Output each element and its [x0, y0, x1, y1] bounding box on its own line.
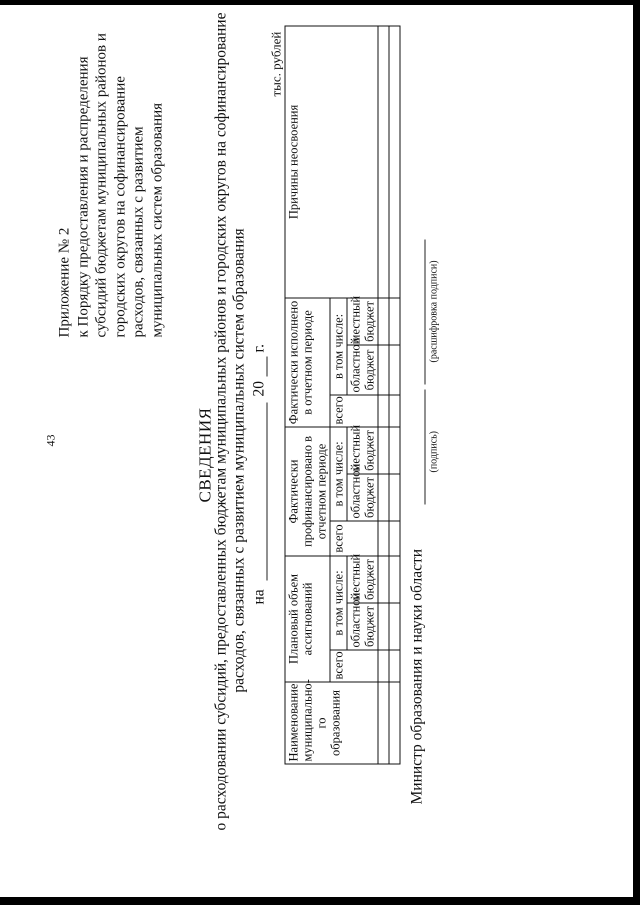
appendix-line: Приложение № 2 [56, 227, 73, 338]
date-suffix: г. [250, 344, 268, 353]
date-line [251, 245, 271, 605]
header-regional-budget: областной бюджет [347, 603, 378, 650]
signature-caption: (подпись) [428, 430, 440, 473]
header-total: всего [330, 521, 378, 556]
rotated-document [1, 0, 640, 905]
header-local-budget: местный бюджет [347, 298, 378, 345]
header-actually-executed: Фактически исполнено в отчетном периоде [285, 298, 330, 427]
appendix-line: субсидий бюджетам муниципальных районов и [93, 33, 110, 338]
header-actually-financed: Фактически профинансировано в отчетном периоде [285, 427, 330, 556]
header-regional-budget: областной бюджет [347, 345, 378, 395]
appendix-line: городских округов на софинансирование [112, 76, 128, 338]
document-subtitle [212, 12, 249, 831]
page-number: 43 [43, 434, 58, 447]
header-regional-budget: областной бюджет [347, 474, 378, 521]
date-prefix: на [250, 589, 268, 605]
document-title: СВЕДЕНИЯ [195, 407, 215, 503]
header-including: в том числе: [330, 556, 347, 650]
decoding-caption: (расшифровка подписи) [428, 260, 440, 363]
header-local-budget: местный бюджет [347, 556, 378, 603]
header-municipality: Наименование муниципально-го образования [285, 682, 378, 764]
date-year-prefix: 20 [250, 381, 268, 397]
subtitle-line: о расходовании субсидий, предоставленных бюджетам муниципальных районов и городских округов на софинансирование [212, 12, 230, 831]
header-total: всего [330, 650, 378, 682]
table-row [389, 26, 400, 764]
appendix-line: муниципальных систем образования [149, 102, 165, 338]
header-including: в том числе: [330, 427, 347, 521]
decoding-line [425, 240, 426, 385]
appendix-block [56, 33, 167, 337]
signature-line [425, 390, 426, 505]
year-blank [267, 357, 268, 377]
header-planned-allocations: Плановый объем ассигнований [285, 556, 330, 682]
report-table [285, 25, 401, 764]
table-row [378, 26, 389, 764]
appendix-line: к Порядку предоставления и распределения [75, 56, 91, 338]
subtitle-line: расходов, связанных с развитием муниципальных систем образования [230, 228, 248, 693]
units-label: тыс. рублей [268, 31, 284, 97]
appendix-line: расходов, связанных с развитием [130, 126, 147, 338]
header-including: в том числе: [330, 298, 347, 395]
header-local-budget: местный бюджет [347, 427, 378, 474]
minister-title: Министр образования и науки области [408, 548, 426, 805]
header-reasons: Причины неосвоения [285, 26, 378, 298]
date-blank [267, 403, 268, 581]
header-total: всего [330, 395, 378, 427]
